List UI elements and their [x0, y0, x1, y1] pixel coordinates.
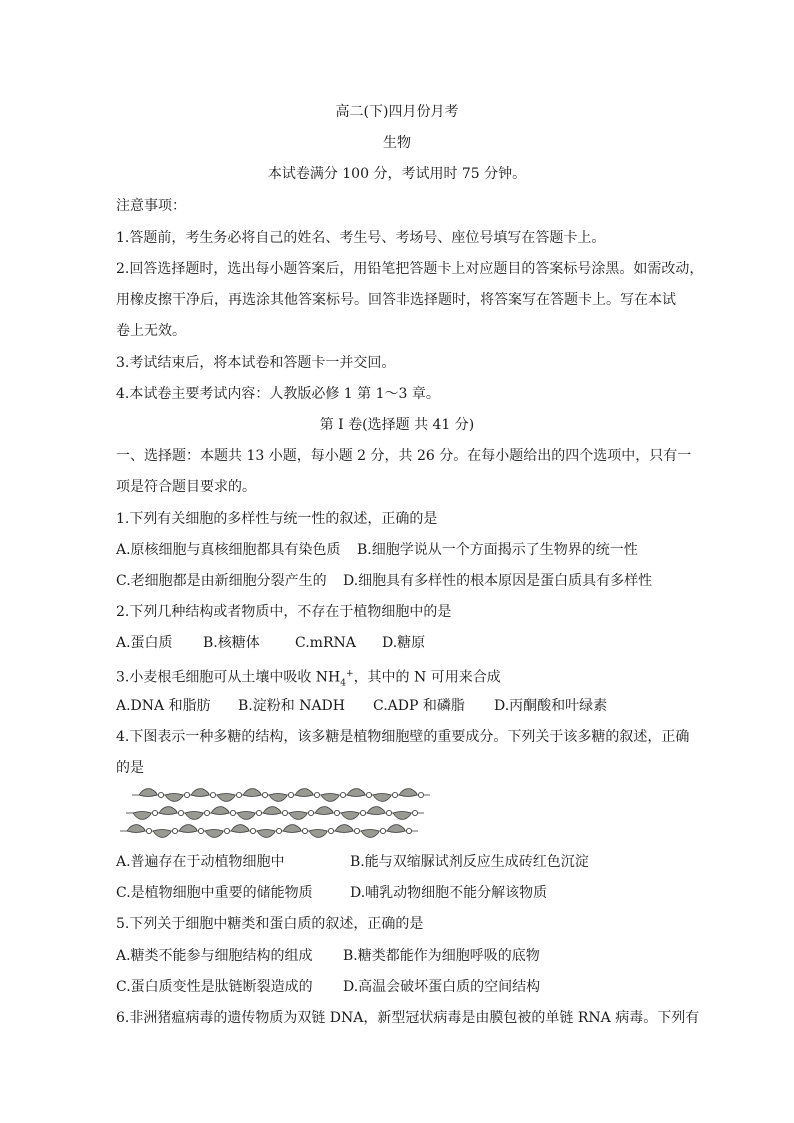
glucose-unit — [179, 825, 197, 833]
glucose-unit — [185, 812, 203, 820]
glycosidic-oxygen — [380, 828, 385, 833]
q4-option-b: B.能与双缩脲试剂反应生成砖红色沉淀 — [350, 854, 589, 870]
glucose-unit — [191, 789, 209, 797]
glucose-unit — [237, 812, 255, 820]
glycosidic-oxygen — [288, 792, 293, 797]
glycosidic-oxygen — [328, 828, 333, 833]
q2-option-a: A.蛋白质 — [116, 635, 173, 651]
section-title: 第 I 卷(选择题 共 41 分) — [319, 417, 475, 433]
q3-option-a: A.DNA 和脂肪 — [116, 698, 211, 714]
glycosidic-oxygen — [172, 828, 177, 833]
q5-option-b: B.糖类都能作为细胞呼吸的底物 — [343, 948, 540, 964]
exam-subject: 生物 — [383, 135, 411, 151]
glucose-unit — [289, 812, 307, 820]
glucose-unit — [283, 825, 301, 833]
q1-option-c: C.老细胞都是由新细胞分裂产生的 — [116, 573, 327, 589]
glucose-unit — [399, 789, 417, 797]
q6-stem: 6.非洲猪瘟病毒的遗传物质为双链 DNA，新型冠状病毒是由膜包被的单链 RNA 病毒。下列有 — [116, 1010, 700, 1026]
glucose-chain — [132, 789, 430, 802]
glycosidic-oxygen — [360, 810, 365, 815]
glucose-unit — [205, 830, 223, 838]
glucose-unit — [361, 830, 379, 838]
glucose-unit — [243, 789, 261, 797]
note-3: 3.考试结束后，将本试卷和答题卡一并交回。 — [116, 355, 396, 371]
glycosidic-oxygen — [340, 792, 345, 797]
note-2-line-2: 用橡皮擦干净后，再选涂其他答案标号。回答非选择题时，将答案写在答题卡上。写在本试 — [116, 292, 676, 308]
glucose-unit — [387, 825, 405, 833]
q2-stem: 2.下列几种结构或者物质中，不存在于植物细胞中的是 — [116, 604, 452, 620]
q4-option-c: C.是植物细胞中重要的储能物质 — [116, 885, 313, 901]
glucose-unit — [341, 812, 359, 820]
q4-option-d: D.哺乳动物细胞不能分解该物质 — [350, 885, 548, 901]
glucose-unit — [127, 825, 145, 833]
glucose-unit — [263, 807, 281, 815]
q5-option-a: A.糖类不能参与细胞结构的组成 — [116, 948, 313, 964]
glucose-unit — [139, 789, 157, 797]
notes-heading: 注意事项： — [116, 198, 186, 214]
glucose-unit — [373, 794, 391, 802]
glucose-chain — [126, 807, 424, 820]
glycosidic-oxygen — [262, 792, 267, 797]
glycosidic-oxygen — [406, 828, 411, 833]
note-4: 4.本试卷主要考试内容：人教版必修 1 第 1～3 章。 — [116, 386, 440, 402]
glycosidic-oxygen — [204, 810, 209, 815]
q3-stem-pre: 3.小麦根毛细胞可从土壤中吸收 NH — [116, 669, 341, 686]
section-intro-line-2: 项是符合题目要求的。 — [116, 479, 256, 495]
q3-stem — [116, 665, 501, 692]
glycosidic-oxygen — [386, 810, 391, 815]
exam-info: 本试卷满分 100 分，考试用时 75 分钟。 — [267, 166, 527, 182]
note-2-line-1: 2.回答选择题时，选出每小题答案后，用铅笔把答题卡上对应题目的答案标号涂黑。如需改动， — [116, 261, 704, 277]
glycosidic-oxygen — [256, 810, 261, 815]
glucose-unit — [217, 794, 235, 802]
glycosidic-oxygen — [334, 810, 339, 815]
glucose-chain — [120, 825, 418, 838]
q1-option-a: A.原核细胞与真核细胞都具有染色质 — [116, 542, 341, 558]
glycosidic-oxygen — [152, 810, 157, 815]
q3-stem-post: ，其中的 N 可用来合成 — [353, 669, 501, 686]
glycosidic-oxygen — [354, 828, 359, 833]
q1-option-b: B.细胞学说从一个方面揭示了生物界的统一性 — [357, 542, 638, 558]
glucose-unit — [133, 812, 151, 820]
q4-stem-line-1: 4.下图表示一种多糖的结构，该多糖是植物细胞壁的重要成分。下列关于该多糖的叙述，正确 — [116, 729, 690, 745]
glycosidic-oxygen — [210, 792, 215, 797]
glucose-unit — [257, 830, 275, 838]
glycosidic-oxygen — [276, 828, 281, 833]
glucose-unit — [335, 825, 353, 833]
glycosidic-oxygen — [418, 792, 423, 797]
note-2-line-3: 卷上无效。 — [116, 323, 186, 339]
glycosidic-oxygen — [158, 792, 163, 797]
glycosidic-oxygen — [314, 792, 319, 797]
glucose-unit — [315, 807, 333, 815]
polysaccharide-structure-figure — [118, 783, 438, 843]
q5-option-d: D.高温会破坏蛋白质的空间结构 — [343, 979, 541, 995]
glycosidic-oxygen — [230, 810, 235, 815]
q3-stem-subscript: 4 — [340, 678, 347, 689]
q1-option-d: D.细胞具有多样性的根本原因是蛋白质具有多样性 — [343, 573, 653, 589]
glycosidic-oxygen — [308, 810, 313, 815]
glycosidic-oxygen — [392, 792, 397, 797]
section-intro-line-1: 一、选择题：本题共 13 小题，每小题 2 分，共 26 分。在每小题给出的四个选项中，只有一 — [116, 448, 692, 464]
glycosidic-oxygen — [184, 792, 189, 797]
q2-option-b: B.核糖体 — [203, 635, 260, 651]
q3-option-d: D.丙酮酸和叶绿素 — [494, 698, 608, 714]
glycosidic-oxygen — [236, 792, 241, 797]
q3-stem-superscript: + — [346, 669, 354, 679]
glycosidic-oxygen — [282, 810, 287, 815]
glucose-unit — [231, 825, 249, 833]
q4-option-a: A.普遍存在于动植物细胞中 — [116, 854, 285, 870]
q1-stem: 1.下列有关细胞的多样性与统一性的叙述，正确的是 — [116, 511, 438, 527]
glycosidic-oxygen — [302, 828, 307, 833]
q5-stem: 5.下列关于细胞中糖类和蛋白质的叙述，正确的是 — [116, 916, 424, 932]
glucose-unit — [347, 789, 365, 797]
glucose-unit — [295, 789, 313, 797]
q4-stem-line-2: 的是 — [116, 760, 144, 776]
glucose-unit — [309, 830, 327, 838]
q3-option-c: C.ADP 和磷脂 — [373, 698, 465, 714]
q2-option-c: C.mRNA — [295, 635, 356, 651]
glucose-unit — [153, 830, 171, 838]
q3-option-b: B.淀粉和 NADH — [238, 698, 345, 714]
glucose-unit — [321, 794, 339, 802]
glucose-unit — [159, 807, 177, 815]
glycosidic-oxygen — [412, 810, 417, 815]
exam-title: 高二(下)四月份月考 — [335, 104, 459, 120]
glucose-unit — [367, 807, 385, 815]
glucose-unit — [211, 807, 229, 815]
q5-option-c: C.蛋白质变性是肽链断裂造成的 — [116, 979, 313, 995]
glycosidic-oxygen — [178, 810, 183, 815]
q2-option-d: D.糖原 — [382, 635, 426, 651]
glycosidic-oxygen — [366, 792, 371, 797]
glycosidic-oxygen — [250, 828, 255, 833]
glucose-unit — [269, 794, 287, 802]
glycosidic-oxygen — [224, 828, 229, 833]
glycosidic-oxygen — [198, 828, 203, 833]
note-1: 1.答题前，考生务必将自己的姓名、考生号、考场号、座位号填写在答题卡上。 — [116, 230, 606, 246]
glucose-unit — [393, 812, 411, 820]
glycosidic-oxygen — [146, 828, 151, 833]
glucose-unit — [165, 794, 183, 802]
